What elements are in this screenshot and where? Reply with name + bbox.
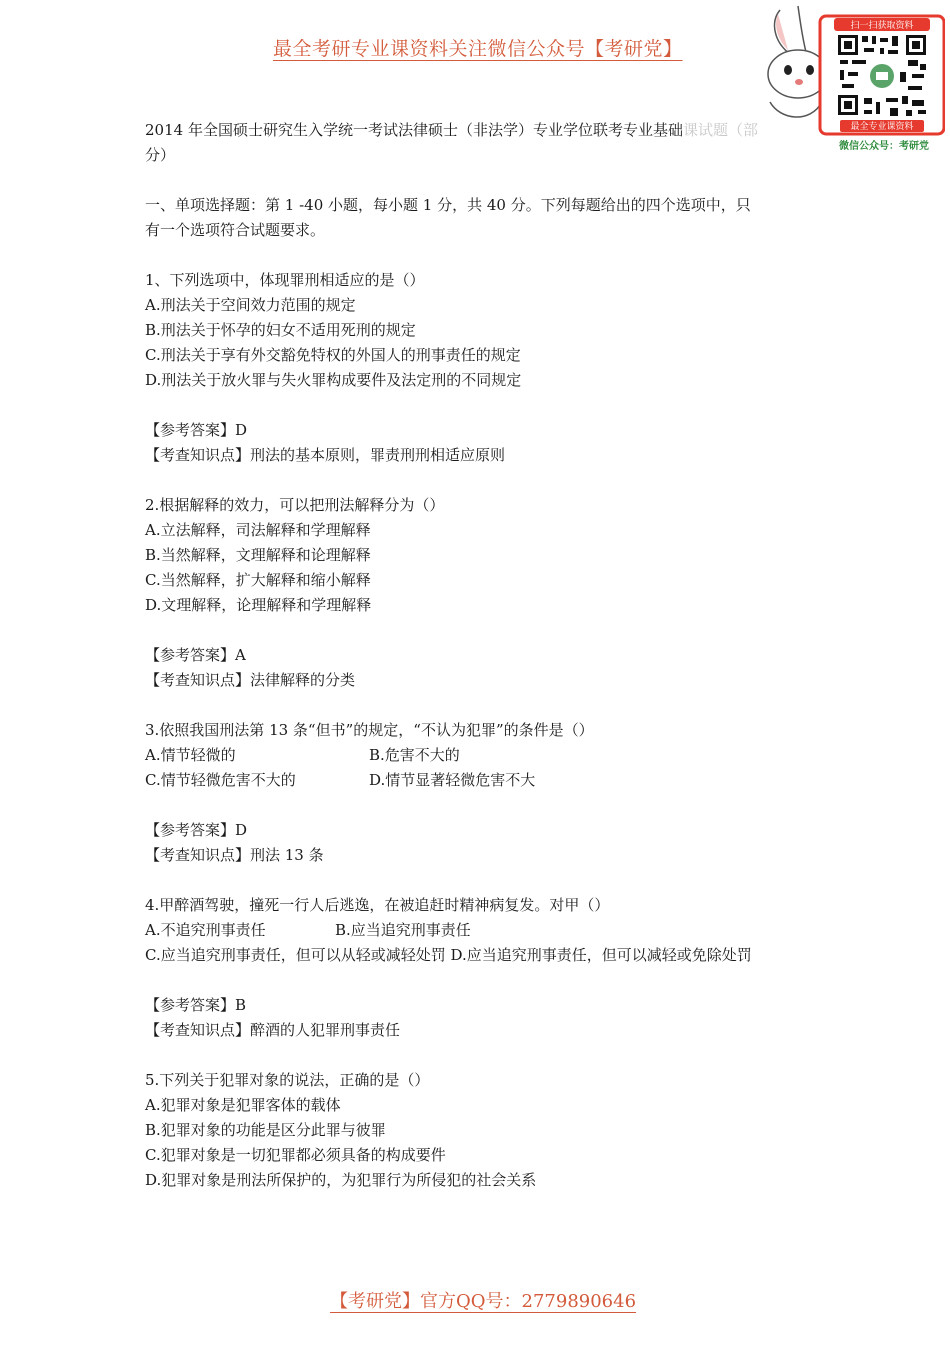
header-banner[interactable]: 最全考研专业课资料关注微信公众号【考研党】 [273, 38, 683, 60]
question-5-option-d: D.犯罪对象是刑法所保护的，为犯罪行为所侵犯的社会关系 [145, 1171, 537, 1189]
section-intro-cont: 有一个选项符合试题要求。 [145, 221, 326, 239]
footer-qq-link[interactable]: 【考研党】官方QQ号：2779890646 [330, 1291, 637, 1312]
question-3-option-c: C.情节轻微危害不大的 [145, 771, 296, 789]
question-1-option-b: B.刑法关于怀孕的妇女不适用死刑的规定 [145, 321, 416, 339]
title-faint: 课试题（部 [682, 121, 758, 139]
qr-bottom-text: 最全专业课资料 [850, 122, 914, 132]
question-5-option-c: C.犯罪对象是一切犯罪都必须具备的构成要件 [145, 1146, 446, 1164]
document-title [145, 118, 810, 143]
question-4-option-b: B.应当追究刑事责任 [335, 921, 471, 939]
question-3-stem: 3.依照我国刑法第 13 条“但书”的规定，“不认为犯罪”的条件是（） [145, 721, 594, 739]
question-4-option-a: A.不追究刑事责任 [145, 921, 266, 939]
question-3-options-row-2 [145, 768, 810, 793]
question-1-knowledge: 【考查知识点】刑法的基本原则，罪责刑刑相适应原则 [145, 446, 506, 464]
question-2-option-a: A.立法解释，司法解释和学理解释 [145, 521, 371, 539]
question-3-option-d: D.情节显著轻微危害不大 [369, 771, 536, 789]
question-1-option-d: D.刑法关于放火罪与失火罪构成要件及法定刑的不同规定 [145, 371, 522, 389]
question-3-option-b: B.危害不大的 [369, 746, 460, 764]
question-2-option-b: B.当然解释，文理解释和论理解释 [145, 546, 371, 564]
question-5-option-b: B.犯罪对象的功能是区分此罪与彼罪 [145, 1121, 386, 1139]
question-3-option-a: A.情节轻微的 [145, 746, 236, 764]
question-4-answer: 【参考答案】B [145, 996, 247, 1014]
wechat-caption: 微信公众号：考研党 [839, 141, 929, 152]
question-4-knowledge: 【考查知识点】醉酒的人犯罪刑事责任 [145, 1021, 401, 1039]
question-5-stem: 5.下列关于犯罪对象的说法，正确的是（） [145, 1071, 430, 1089]
question-3-options-row-1 [145, 743, 810, 768]
question-4-options-row-1 [145, 918, 810, 943]
question-5-option-a: A.犯罪对象是犯罪客体的载体 [145, 1096, 341, 1114]
question-1-answer: 【参考答案】D [145, 421, 248, 439]
question-2-stem: 2.根据解释的效力，可以把刑法解释分为（） [145, 496, 445, 514]
title-main: 2014 年全国硕士研究生入学统一考试法律硕士（非法学）专业学位联考专业基础 [145, 121, 683, 139]
question-3-knowledge: 【考查知识点】刑法 13 条 [145, 846, 324, 864]
section-intro: 一、单项选择题：第 1 -40 小题，每小题 1 分，共 40 分。下列每题给出的四个选项中，只 [145, 196, 751, 214]
question-4-stem: 4.甲醉酒驾驶，撞死一行人后逃逸，在被追赶时精神病复发。对甲（） [145, 896, 610, 914]
document-title-cont: 分） [145, 146, 176, 164]
question-1-stem: 1、下列选项中，体现罪刑相适应的是（） [145, 271, 425, 289]
qr-top-text: 扫一扫获取资料 [850, 21, 914, 31]
question-2-option-d: D.文理解释，论理解释和学理解释 [145, 596, 372, 614]
question-1-option-a: A.刑法关于空间效力范围的规定 [145, 296, 356, 314]
question-1-option-c: C.刑法关于享有外交豁免特权的外国人的刑事责任的规定 [145, 346, 521, 364]
question-3-answer: 【参考答案】D [145, 821, 248, 839]
question-2-knowledge: 【考查知识点】法律解释的分类 [145, 671, 356, 689]
question-2-option-c: C.当然解释，扩大解释和缩小解释 [145, 571, 371, 589]
question-2-answer: 【参考答案】A [145, 646, 246, 664]
question-4-options-cd: C.应当追究刑事责任，但可以从轻或减轻处罚 D.应当追究刑事责任，但可以减轻或免除处罚 [145, 946, 752, 964]
document-body [145, 118, 810, 1193]
